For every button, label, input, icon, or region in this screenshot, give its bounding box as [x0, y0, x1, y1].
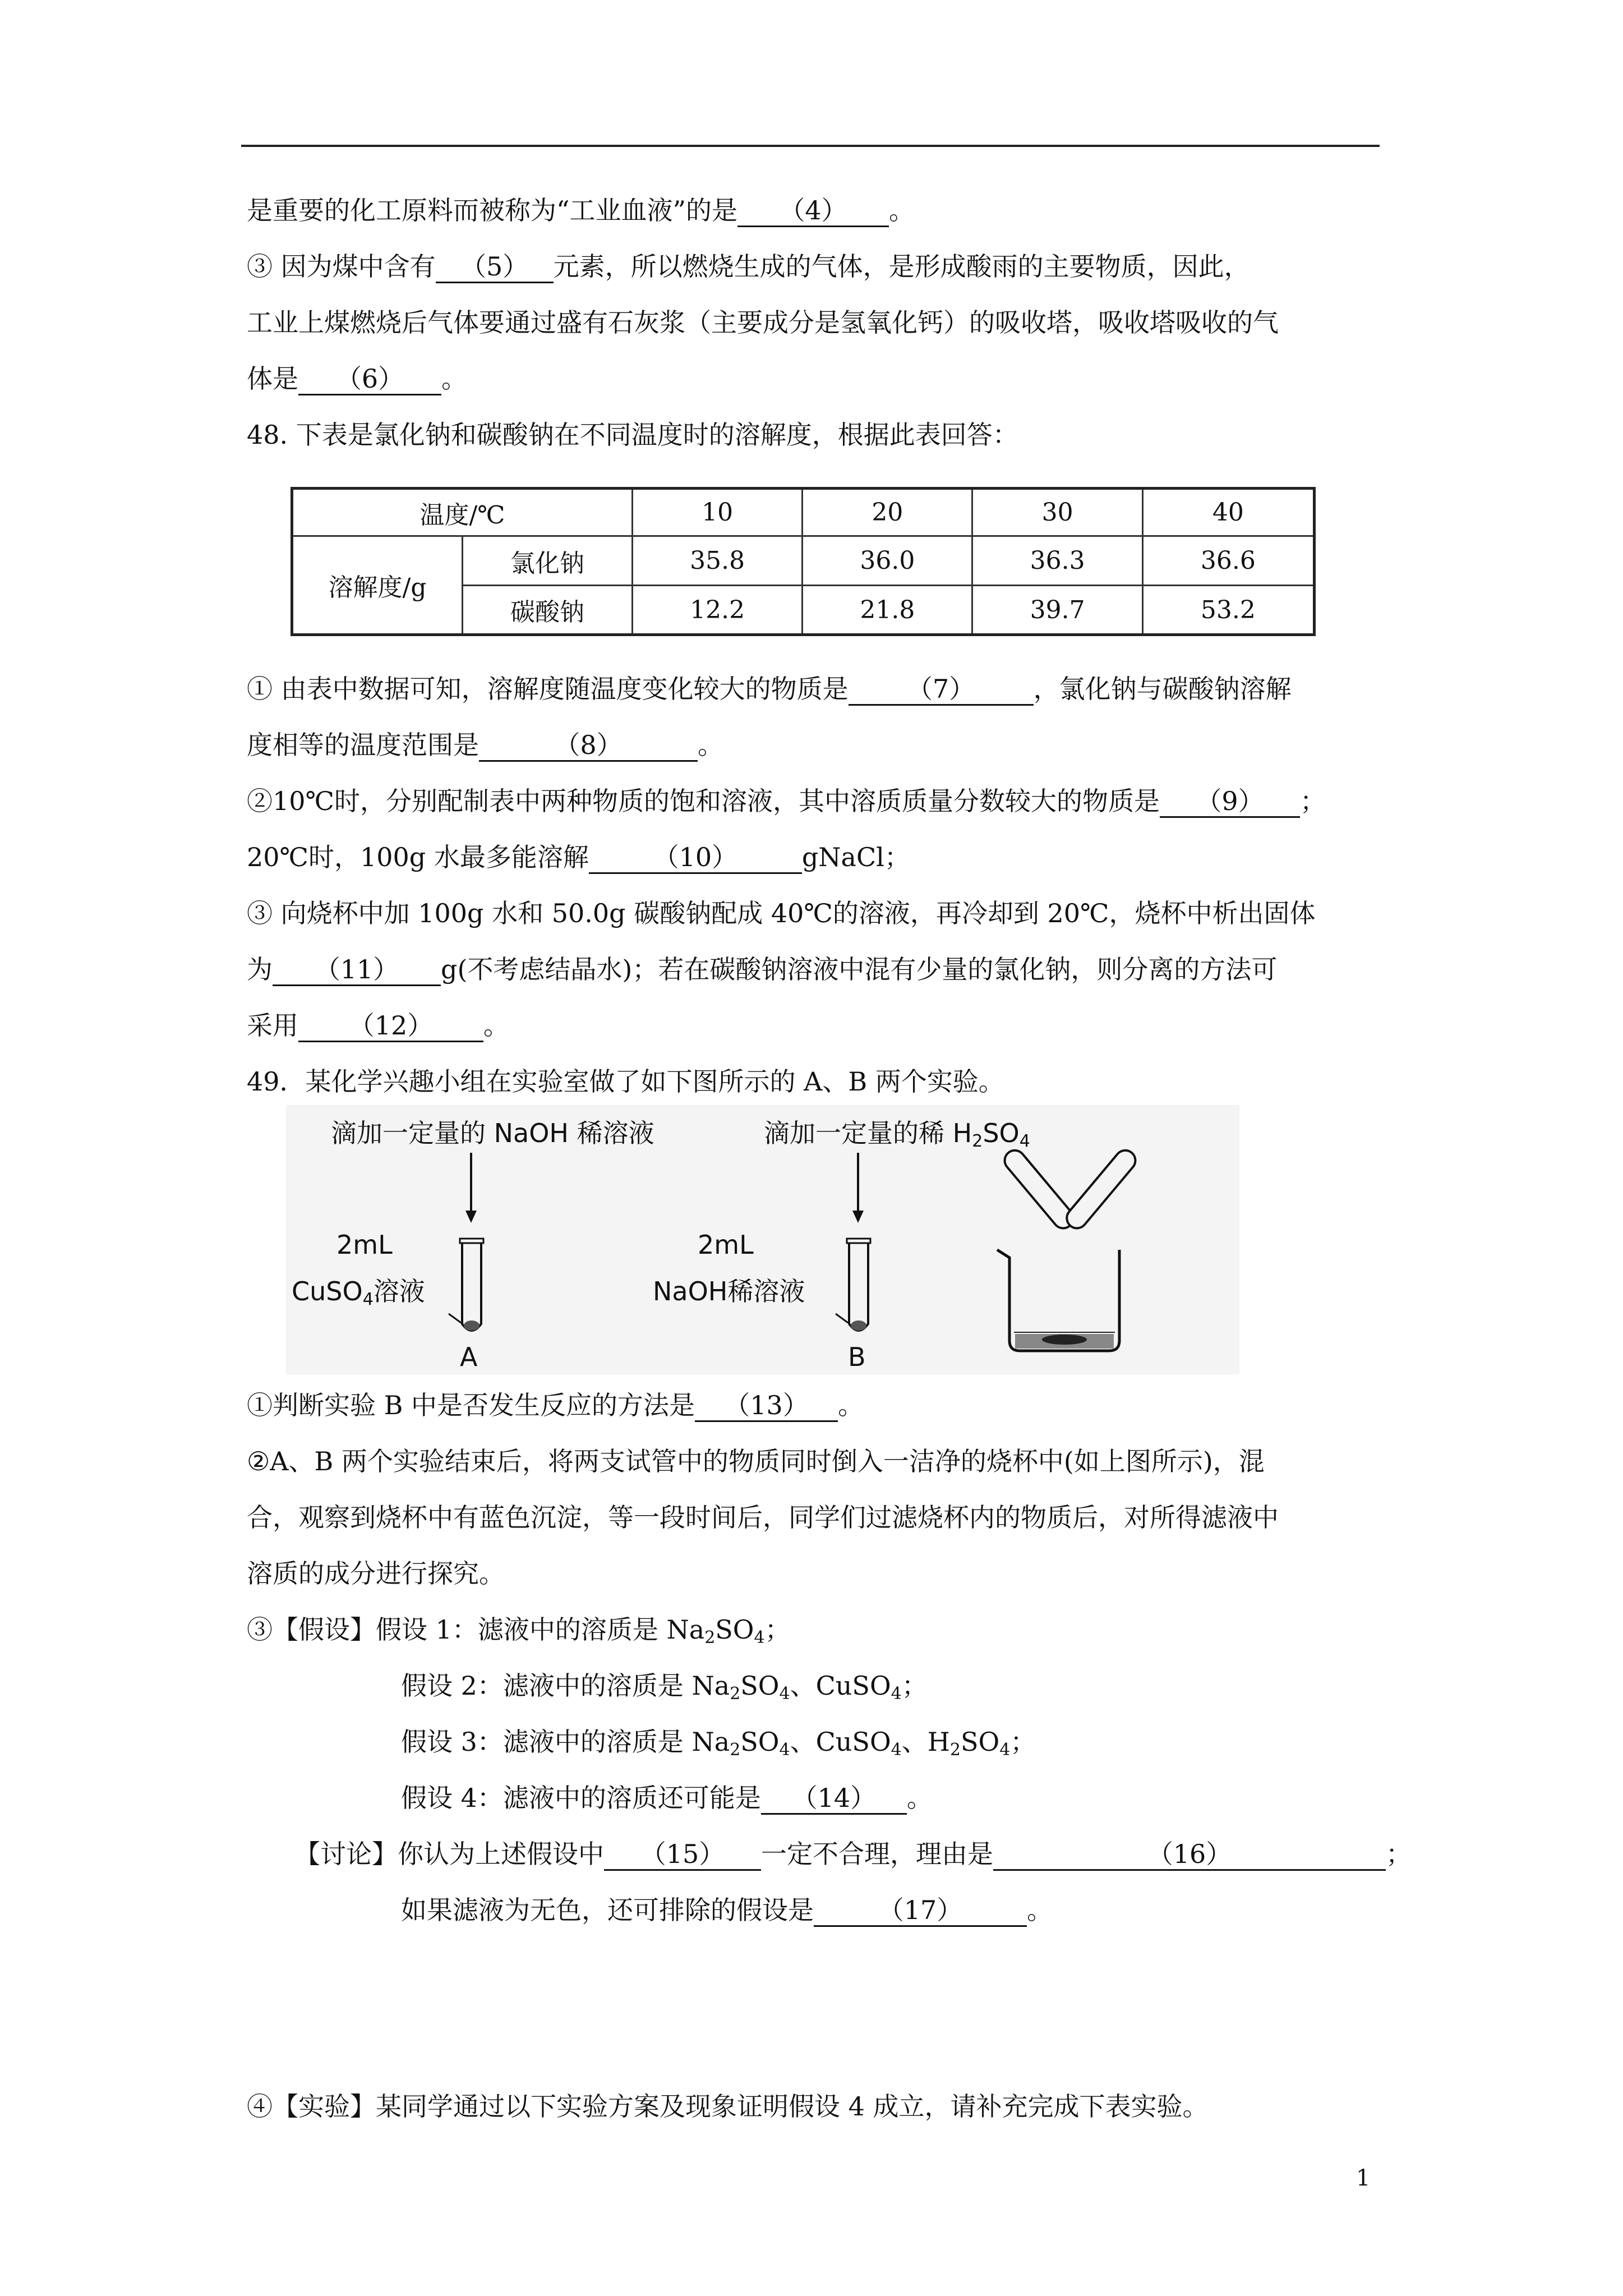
- table-cell: 30: [972, 489, 1142, 536]
- answer-blank-13: （13）: [695, 1390, 838, 1422]
- tube-a-solution-label: CuSO$_4$溶液: [292, 1276, 425, 1309]
- text-line: 溶质的成分进行探究。: [247, 1558, 505, 1589]
- text-line: 工业上煤燃烧后气体要通过盛有石灰浆（主要成分是氢氧化钙）的吸收塔，吸收塔吸收的气: [247, 307, 1279, 338]
- discussion-line-2: 如果滤液为无色，还可排除的假设是 （17） 。: [401, 1893, 1053, 1927]
- text-line: 采用 （12） 。: [247, 1009, 509, 1042]
- text-line: 度相等的温度范围是 （8） 。: [247, 728, 723, 762]
- table-cell: 氯化钠: [463, 536, 633, 586]
- text-line: ③ 向烧杯中加 100g 水和 50.0g 碳酸钠配成 40℃的溶液，再冷却到 20℃，烧杯中析出固体: [247, 898, 1316, 928]
- hypothesis-1: ③【假设】假设 1：滤液中的溶质是 $Na_2SO_4$；: [247, 1614, 791, 1648]
- tube-a-reagent-label: 滴加一定量的 NaOH 稀溶液: [331, 1118, 654, 1148]
- answer-blank-16: （16）: [993, 1839, 1386, 1871]
- question-49: 49．某化学兴趣小组在实验室做了如下图所示的 A、B 两个实验。: [247, 1066, 1004, 1097]
- table-cell: 碳酸钠: [463, 586, 633, 635]
- table-row: [292, 536, 1315, 586]
- experiment-figure: [286, 1105, 1239, 1374]
- answer-blank-4: （4）: [737, 195, 889, 227]
- text-line: ①判断实验 B 中是否发生反应的方法是 （13） 。: [247, 1388, 864, 1422]
- tube-b-rim: [847, 1239, 870, 1243]
- answer-blank-8: （8）: [479, 730, 698, 762]
- solubility-table: [291, 487, 1316, 636]
- text-line: 合，观察到烧杯中有蓝色沉淀，等一段时间后，同学们过滤烧杯内的物质后，对所得滤液中: [247, 1502, 1279, 1533]
- table-cell: 39.7: [972, 586, 1142, 635]
- hypothesis-3: 假设 3：滤液中的溶质是 $Na_2SO_4$、CuSO$_4$、$H_2SO_4$；: [401, 1727, 1036, 1760]
- answer-blank-12: （12）: [298, 1010, 483, 1042]
- answer-blank-7: （7）: [849, 674, 1034, 706]
- experiment-line: ④【实验】某同学通过以下实验方案及现象证明假设 4 成立，请补充完成下表实验。: [247, 2091, 1209, 2122]
- pointer-b: [836, 1314, 848, 1323]
- table-cell: 36.0: [803, 536, 972, 586]
- text-line: ① 由表中数据可知，溶解度随温度变化较大的物质是 （7） ，氯化钠与碳酸钠溶解: [247, 672, 1292, 706]
- tube-a-volume-label: 2mL: [336, 1230, 393, 1260]
- tube-b-liquid: [851, 1320, 866, 1331]
- table-cell: 12.2: [633, 586, 803, 635]
- table-cell: 53.2: [1142, 586, 1314, 635]
- text-line: 是重要的化工原料而被称为“工业血液”的是 （4） 。: [247, 194, 915, 227]
- tube-b-volume-label: 2mL: [698, 1230, 754, 1260]
- tube-b: [849, 1243, 868, 1331]
- text-line: ②A、B 两个实验结束后，将两支试管中的物质同时倒入一洁净的烧杯中(如上图所示)，混: [247, 1446, 1265, 1476]
- hypothesis-2: 假设 2：滤液中的溶质是 $Na_2SO_4$、CuSO$_4$；: [401, 1671, 928, 1704]
- tube-b-tag: B: [848, 1342, 866, 1372]
- answer-blank-15: （15）: [604, 1839, 761, 1871]
- tube-a-rim: [460, 1239, 483, 1243]
- table-cell: 20: [803, 489, 972, 536]
- text-line: 体是 （6） 。: [247, 362, 467, 395]
- arrow-b-head: [852, 1211, 864, 1223]
- header-rule: [241, 145, 1380, 147]
- answer-blank-14: （14）: [761, 1783, 907, 1815]
- text-line: 为 （11） g(不考虑结晶水)；若在碳酸钠溶液中混有少量的氯化钠，则分离的方法可: [247, 953, 1277, 986]
- text-line: 20℃时，100g 水最多能溶解 （10） gNaCl；: [247, 840, 910, 874]
- discussion-line: 【讨论】你认为上述假设中 （15） 一定不合理，理由是 （16） ；: [294, 1837, 1412, 1871]
- table-cell: 36.3: [972, 536, 1142, 586]
- tube-a-tag: A: [460, 1342, 478, 1372]
- solubility-label: 溶解度/g: [292, 536, 463, 635]
- page-number: 1: [1356, 2165, 1371, 2191]
- pour-tube-right: [1063, 1146, 1140, 1232]
- tube-a-liquid: [464, 1320, 479, 1331]
- table-header-row: [292, 489, 1315, 536]
- table-cell: 35.8: [633, 536, 803, 586]
- text-line: ③ 因为煤中含有 （5） 元素，所以燃烧生成的气体，是形成酸雨的主要物质，因此，: [247, 250, 1250, 283]
- tube-b-reagent-label: 滴加一定量的稀 $H_2SO_4$: [764, 1118, 1030, 1151]
- answer-blank-10: （10）: [589, 842, 802, 874]
- pointer-a: [449, 1314, 461, 1323]
- tube-a: [462, 1243, 481, 1331]
- table-cell: 40: [1142, 489, 1314, 536]
- answer-blank-11: （11）: [273, 954, 441, 986]
- answer-blank-5: （5）: [436, 251, 554, 283]
- answer-blank-9: （9）: [1160, 786, 1300, 818]
- text-line: ②10℃时，分别配制表中两种物质的饱和溶液，其中溶质质量分数较大的物质是 （9） ；: [247, 784, 1326, 818]
- table-cell: 21.8: [803, 586, 972, 635]
- question-48: 48. 下表是氯化钠和碳酸钠在不同温度时的溶解度，根据此表回答：: [247, 420, 1018, 450]
- table-cell: 36.6: [1142, 536, 1314, 586]
- beaker-precipitate-dark: [1042, 1335, 1087, 1345]
- answer-blank-17: （17）: [814, 1895, 1027, 1927]
- arrow-a-head: [465, 1211, 477, 1223]
- answer-blank-6: （6）: [298, 364, 441, 395]
- hypothesis-4: 假设 4：滤液中的溶质还可能是 （14） 。: [401, 1781, 933, 1815]
- temp-label: 温度/℃: [292, 489, 633, 536]
- table-cell: 10: [633, 489, 803, 536]
- tube-b-solution-label: NaOH稀溶液: [653, 1276, 805, 1306]
